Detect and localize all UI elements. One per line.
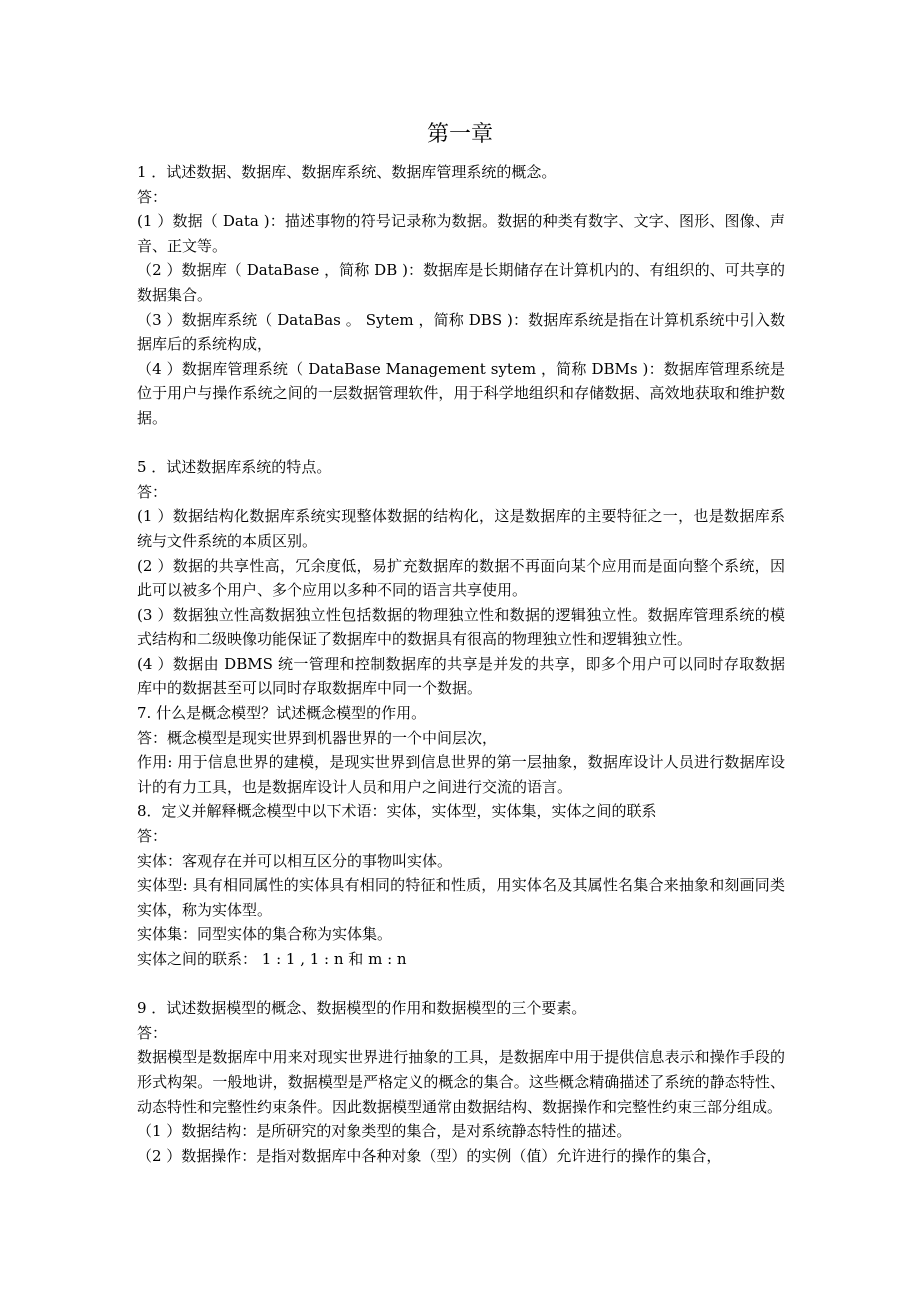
- q9-item-operation: （2 ）数据操作：是指对数据库中各种对象（型）的实例（值）允许进行的操作的集合，: [137, 1146, 722, 1165]
- q8-item-entity-set: 实体集：同型实体的集合称为实体集。: [137, 925, 393, 944]
- q7-role: 作用: 用于信息世界的建模，是现实世界到信息世界的第一层抽象，数据库设计人员进行数据库设计的有力工具，也是数据库设计人员和用户之间进行交流的语言。: [137, 753, 785, 796]
- q9-paragraph: 数据模型是数据库中用来对现实世界进行抽象的工具，是数据库中用于提供信息表示和操作手段的形式构架。一般地讲，数据模型是严格定义的概念的集合。这些概念精确描述了系统的静态特性、动态特性和完整性约束条件。因此数据模型通常由数据结构、数据操作和完整性约束三部分组成。: [137, 1048, 785, 1116]
- q5-item-2: (2 ）数据的共享性高，冗余度低，易扩充数据库的数据不再面向某个应用而是面向整个系统，因此可以被多个用户、多个应用以多种不同的语言共享使用。: [137, 556, 785, 600]
- q1-item-database: （2 ）数据库（ DataBase ，简称 DB )：数据库是长期储存在计算机内的、有组织的、可共享的数据集合。: [137, 261, 785, 304]
- q1-item-data: (1 ）数据（ Data )：描述事物的符号记录称为数据。数据的种类有数字、文字、图形、图像、声音、正文等。: [137, 212, 785, 255]
- document-body: [137, 160, 785, 1168]
- question-5: 5 ．试述数据库系统的特点。: [137, 458, 332, 477]
- question-1: 1 ．试述数据、数据库、数据库系统、数据库管理系统的概念。: [137, 163, 557, 181]
- q8-item-relationship: 实体之间的联系： 1 : 1 , 1 : n 和 m : n: [137, 950, 407, 968]
- q9-item-structure: （1 ）数据结构：是所研究的对象类型的集合，是对系统静态特性的描述。: [137, 1122, 632, 1141]
- q1-item-dbs: （3 ）数据库系统（ DataBas 。 Sytem ，简称 DBS )：数据库系统是指在计算机系统中引入数据库后的系统构成，: [137, 310, 785, 354]
- question-7: 7. 什么是概念模型？试述概念模型的作用。: [137, 704, 427, 723]
- answer-label-9: 答：: [137, 1023, 168, 1042]
- q5-item-3: (3 ）数据独立性高数据独立性包括数据的物理独立性和数据的逻辑独立性。数据库管理系统的模式结构和二级映像功能保证了数据库中的数据具有很高的物理独立性和逻辑独立性。: [137, 605, 785, 649]
- q8-item-entity-type: 实体型: 具有相同属性的实体具有相同的特征和性质，用实体名及其属性名集合来抽象和刻画同类实体，称为实体型。: [137, 876, 785, 919]
- q1-item-dbms: （4 ）数据库管理系统（ DataBase Management sytem ，简称 DBMs )：数据库管理系统是位于用户与操作系统之间的一层数据管理软件，用于科学地组织和存储数据、高效地获取和维护数据。: [137, 359, 785, 427]
- q5-item-4: (4 ）数据由 DBMS 统一管理和控制数据库的共享是并发的共享，即多个用户可以同时存取数据库中的数据甚至可以同时存取数据库中同一个数据。: [137, 654, 785, 698]
- chapter-title: 第一章: [426, 122, 493, 147]
- q7-answer: 答：概念模型是现实世界到机器世界的一个中间层次，: [137, 728, 498, 747]
- paragraph-gap: [137, 431, 785, 456]
- q8-item-entity: 实体：客观存在并可以相互区分的事物叫实体。: [137, 851, 453, 870]
- answer-label-1: 答：: [137, 187, 168, 206]
- answer-label-5: 答：: [137, 482, 168, 501]
- paragraph-gap: [137, 972, 785, 997]
- question-9: 9 ．试述数据模型的概念、数据模型的作用和数据模型的三个要素。: [137, 999, 587, 1018]
- q5-item-1: (1 ）数据结构化数据库系统实现整体数据的结构化，这是数据库的主要特征之一，也是数据库系统与文件系统的本质区别。: [137, 507, 785, 550]
- question-8: 8．定义并解释概念模型中以下术语：实体，实体型，实体集，实体之间的联系: [137, 802, 657, 821]
- answer-label-8: 答：: [137, 827, 168, 846]
